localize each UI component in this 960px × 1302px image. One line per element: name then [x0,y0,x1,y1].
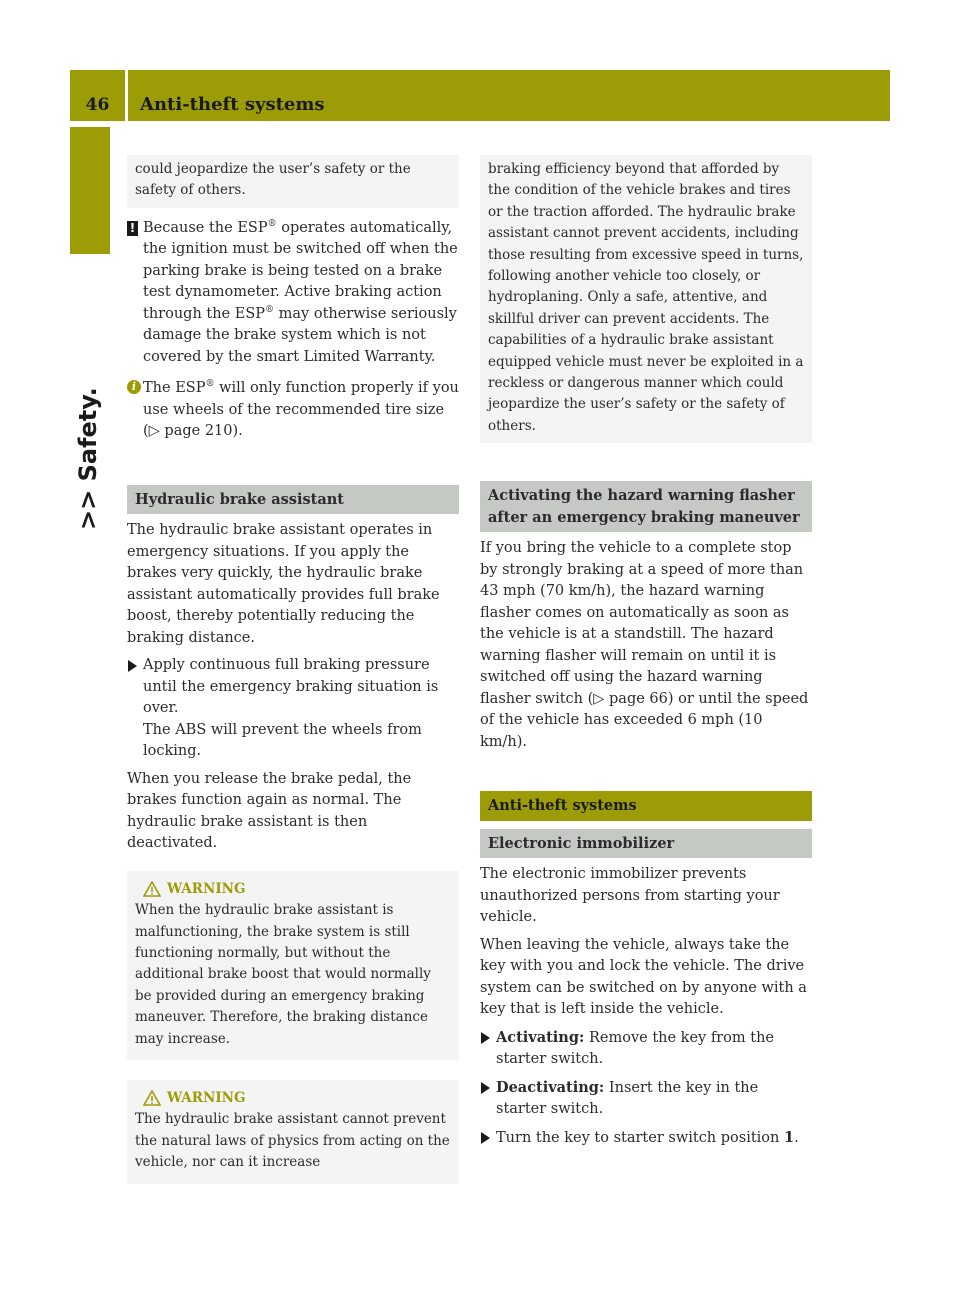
right-column [480,155,812,1155]
note-text: Because the ESP [143,219,268,236]
step-keyword: Deactivating: [496,1078,605,1096]
section-heading: Activating the hazard warning flasher after an emergency braking maneuver [480,481,812,532]
warning-box [127,871,459,1060]
step-result: The ABS will prevent the wheels from locking. [143,721,422,760]
page-title: Anti-theft systems [140,94,325,115]
note-text: The ESP [143,380,206,397]
warning-label: WARNING [167,880,246,897]
info-note [127,378,459,443]
step-arrow-icon [481,1132,490,1144]
info-icon: i [127,380,141,394]
warning-triangle-icon [143,1090,161,1106]
paragraph: The electronic immobilizer prevents unauthorized persons from starting your vehicle. [480,866,780,926]
warning-title [143,1088,451,1109]
warning-continuation-box [127,155,459,208]
warning-label: WARNING [167,1090,246,1107]
registered-mark: ® [265,304,275,315]
chapter-heading: Anti-theft systems [480,791,812,821]
exclamation-icon: ! [127,221,138,236]
step-arrow-icon [481,1082,490,1094]
section-heading: Electronic immobilizer [480,829,812,859]
step-text: Remove the key from the starter switch. [496,1029,774,1068]
warning-continuation-box [480,155,812,443]
warning-text: The hydraulic brake assistant cannot prevent the natural laws of physics from acting on the vehicle, nor can it increase [135,1111,450,1171]
instruction-step [480,1027,812,1071]
paragraph: When leaving the vehicle, always take the key with you and lock the vehicle. The drive system can be switched on by anyone with a key that is left inside the vehicle. [480,936,807,1018]
switch-position: 1 [784,1128,795,1146]
important-note [127,218,459,369]
instruction-step [480,1077,812,1121]
paragraph: The hydraulic brake assistant operates in emergency situations. If you apply the brakes very quickly, the hydraulic brake assistant automatically provides full brake boost, thereby potentially reducing the braking distance. [127,522,440,646]
header-divider [125,70,128,121]
note-text: operates automatically, the ignition must be switched off when the parking brake is being tested on a brake test dynamometer. Active braking action through the ESP [143,219,458,322]
left-column [127,155,459,1184]
step-arrow-icon [128,660,137,672]
instruction-step [480,1127,812,1150]
step-text: Apply continuous full braking pressure until the emergency braking situation is over. [143,657,439,717]
warning-triangle-icon [143,881,161,897]
paragraph: When you release the brake pedal, the brakes function again as normal. The hydraulic brake assistant is then deactivated. [127,770,412,852]
warning-continuation-text: braking efficiency beyond that afforded by the condition of the vehicle brakes and tires or the traction afforded. The hydraulic brake assistant cannot prevent accidents, including those resulting from excessive speed in turns, following another vehicle too closely, or hydroplaning. Only a safe, attentive, and skillful driver can prevent accidents. The capabilities of a hydraulic brake assistant equipped vehicle must never be exploited in a reckless or dangerous manner which could jeopardize the user’s safety or the safety of others. [488,161,804,434]
side-tab-block [70,127,110,254]
note-text: will only function properly if you use wheels of the recommended tire size (▷ page 210). [143,380,459,440]
page-number: 46 [85,95,110,115]
step-text: Turn the key to starter switch position [496,1129,784,1146]
note-text: may otherwise seriously damage the brake system which is not covered by the smart Limited Warranty. [143,305,457,365]
warning-box [127,1080,459,1184]
registered-mark: ® [267,218,277,229]
section-heading: Hydraulic brake assistant [127,485,459,515]
registered-mark: ® [205,379,215,390]
step-text: . [794,1129,799,1146]
instruction-step [127,655,459,763]
step-text: Insert the key in the starter switch. [496,1079,759,1118]
step-keyword: Activating: [496,1028,585,1046]
step-arrow-icon [481,1032,490,1044]
warning-text: When the hydraulic brake assistant is malfunctioning, the brake system is still functioning normally, but without the additional brake boost that would normally be provided during an emergency braking maneuver. Therefore, the braking distance may increase. [135,902,431,1047]
paragraph: If you bring the vehicle to a complete stop by strongly braking at a speed of more than 43 mph (70 km/h), the hazard warning flasher comes on automatically as soon as the vehicle is at a standstill. The hazard warning flasher will remain on until it is switched off using the hazard warning flasher switch (▷ page 66) or until the speed of the vehicle has exceeded 6 mph (10 km/h). [480,540,809,750]
side-section-label: >> Safety. [74,387,102,530]
warning-title [143,879,451,900]
warning-continuation-text: could jeopardize the user’s safety or the safety of others. [135,161,411,199]
